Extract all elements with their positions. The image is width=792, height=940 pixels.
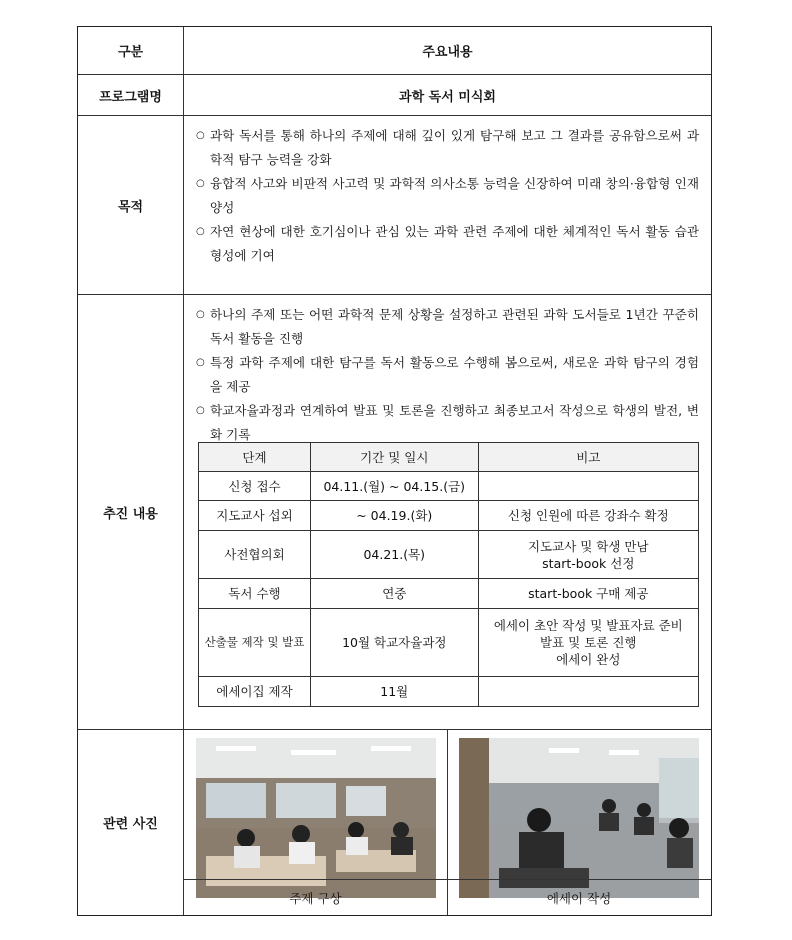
schedule-header-period: 기간 및 일시 xyxy=(310,443,478,472)
schedule-header-note: 비고 xyxy=(478,443,698,472)
note-cell xyxy=(478,472,698,501)
note-cell: 지도교사 및 학생 만남 start-book 선정 xyxy=(478,531,698,579)
table-row xyxy=(199,472,699,501)
table-row xyxy=(199,501,699,531)
period-cell: 10월 학교자율과정 xyxy=(310,609,478,677)
document-table xyxy=(77,26,712,916)
classroom-photo-2 xyxy=(459,738,699,898)
stage-cell: 독서 수행 xyxy=(199,579,311,609)
period-cell: 04.11.(월) ~ 04.15.(금) xyxy=(310,472,478,501)
photo-caption-2: 에세이 작성 xyxy=(447,879,711,915)
classroom-photo-1 xyxy=(196,738,436,898)
period-cell: 11월 xyxy=(310,677,478,707)
table-row xyxy=(199,609,699,677)
note-cell: 신청 인원에 따른 강좌수 확정 xyxy=(478,501,698,531)
program-name: 과학 독서 미식회 xyxy=(399,89,496,105)
note-cell: 에세이 초안 작성 및 발표자료 준비 발표 및 토론 진행 에세이 완성 xyxy=(478,609,698,677)
plan-list xyxy=(196,303,699,447)
purpose-list xyxy=(196,124,699,268)
period-cell: 04.21.(목) xyxy=(310,531,478,579)
photos-row xyxy=(78,730,711,915)
note-cell: start-book 구매 제공 xyxy=(478,579,698,609)
stage-cell: 신청 접수 xyxy=(199,472,311,501)
period-cell: ~ 04.19.(화) xyxy=(310,501,478,531)
plan-item: ○ 학교자율과정과 연계하여 발표 및 토론을 진행하고 최종보고서 작성으로 학생의 발전, 변화 기록 xyxy=(196,399,699,447)
schedule-header-stage: 단계 xyxy=(199,443,311,472)
purpose-label: 목적 xyxy=(78,116,184,294)
schedule-table xyxy=(198,442,699,707)
program-label: 프로그램명 xyxy=(78,75,184,115)
header-col2: 주요내용 xyxy=(422,45,473,60)
stage-cell: 사전협의회 xyxy=(199,531,311,579)
plan-item: ○ 하나의 주제 또는 어떤 과학적 문제 상황을 설정하고 관련된 과학 도서들로 1년간 꾸준히 독서 활동을 진행 xyxy=(196,303,699,351)
stage-cell: 지도교사 섭외 xyxy=(199,501,311,531)
note-cell xyxy=(478,677,698,707)
table-row xyxy=(199,579,699,609)
purpose-item: ○ 과학 독서를 통해 하나의 주제에 대해 깊이 있게 탐구해 보고 그 결과를 공유함으로써 과학적 탐구 능력을 강화 xyxy=(196,124,699,172)
photo-caption-1: 주제 구상 xyxy=(184,879,447,915)
header-col1: 구분 xyxy=(78,27,184,74)
header-row xyxy=(78,27,711,75)
stage-cell: 에세이집 제작 xyxy=(199,677,311,707)
table-row xyxy=(199,677,699,707)
plan-label: 추진 내용 xyxy=(78,295,184,729)
purpose-row xyxy=(78,116,711,295)
purpose-item: ○ 융합적 사고와 비판적 사고력 및 과학적 의사소통 능력을 신장하여 미래 창의·융합형 인재 양성 xyxy=(196,172,699,220)
plan-row xyxy=(78,295,711,730)
purpose-item: ○ 자연 현상에 대한 호기심이나 관심 있는 과학 관련 주제에 대한 체계적인 독서 활동 습관 형성에 기여 xyxy=(196,220,699,268)
period-cell: 연중 xyxy=(310,579,478,609)
table-row xyxy=(199,531,699,579)
photos-label: 관련 사진 xyxy=(78,730,184,915)
plan-item: ○ 특정 과학 주제에 대한 탐구를 독서 활동으로 수행해 봄으로써, 새로운 과학 탐구의 경험을 제공 xyxy=(196,351,699,399)
program-row xyxy=(78,75,711,116)
stage-cell: 산출물 제작 및 발표 xyxy=(199,609,311,677)
